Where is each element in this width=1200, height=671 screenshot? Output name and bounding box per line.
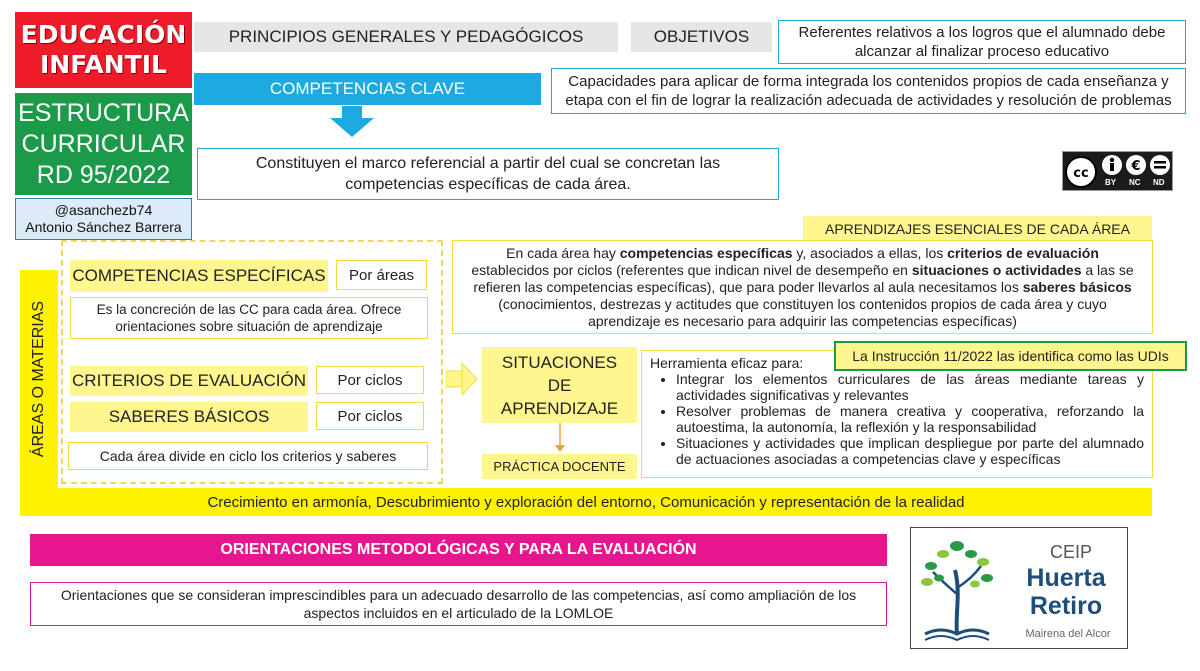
logo-ceip: CEIP (1049, 542, 1092, 562)
por-areas-box: Por áreas (336, 260, 427, 290)
aprendizajes-text-5: (conocimientos, destrezas y actitudes que constituyen los contenidos propios de cada área y cuyo aprendizaje es necesario para adquirir las competencias específicas) (498, 296, 1107, 329)
saberes-box: SABERES BÁSICOS (70, 402, 308, 432)
areas-vertical-label: ÁREAS O MATERIAS (30, 300, 47, 458)
areas-bottom-bar: Crecimiento en armonía, Descubrimiento y exploración del entorno, Comunicación y representación de la realidad (20, 488, 1152, 516)
situaciones-box (482, 347, 637, 423)
situaciones-line-1: SITUACIONES (501, 352, 618, 372)
aprendizajes-bold-2: criterios de evaluación (947, 245, 1099, 261)
comp-especificas-box: COMPETENCIAS ESPECÍFICAS (70, 260, 328, 292)
herramienta-item: • Situaciones y actividades que implican despliegue por parte del alumnado de actuaciones asociadas a competencias clave y específicas (676, 435, 1144, 467)
aprendizajes-text-1: En cada área hay (506, 245, 620, 261)
school-logo (910, 527, 1128, 649)
title-educacion-infantil (15, 12, 192, 88)
competencias-clave-box: COMPETENCIAS CLAVE (194, 73, 541, 105)
author-box (15, 198, 192, 240)
instruccion-box: La Instrucción 11/2022 las identifica como las UDIs (834, 341, 1187, 371)
ciclo-desc-box: Cada área divide en ciclo los criterios y saberes (68, 442, 428, 470)
marco-referencial-box: Constituyen el marco referencial a partir del cual se concretan las competencias específicas de cada área. (197, 148, 779, 200)
logo-mairena: Mairena del Alcor (1025, 628, 1111, 640)
svg-text:cc: cc (1073, 166, 1089, 181)
author-name: Antonio Sánchez Barrera (25, 219, 182, 235)
tree-book-icon (917, 534, 997, 642)
areas-vertical-label-wrap (20, 270, 58, 488)
cc-nc-label: NC (1129, 178, 1141, 187)
down-arrow-icon (330, 106, 374, 138)
por-ciclos-criterios: Por ciclos (316, 366, 424, 394)
herramienta-heading: Herramienta eficaz para: (650, 355, 804, 371)
aprendizajes-text-2: y, asociados a ellas, los (792, 245, 948, 261)
subtitle-estructura (15, 93, 192, 195)
title-line-2: INFANTIL (40, 50, 167, 79)
objetivos-box: OBJETIVOS (631, 22, 772, 52)
right-arrow-icon (446, 362, 478, 396)
small-down-arrow-icon (553, 423, 567, 453)
subtitle-line-3: RD 95/2022 (36, 160, 171, 189)
por-ciclos-saberes: Por ciclos (316, 402, 424, 430)
aprendizajes-text-3: establecidos por ciclos (referentes que indican nivel de desempeño en (471, 262, 912, 278)
criterios-box: CRITERIOS DE EVALUACIÓN (70, 366, 308, 396)
situaciones-line-2: DE (547, 375, 572, 395)
herramienta-list (650, 371, 1144, 467)
herramienta-item: • Resolver problemas de manera creativa y cooperativa, reforzando la autoestima, la autonomía, la reflexión y la responsabilidad (676, 403, 1144, 435)
aprendizajes-bold-4: saberes básicos (1022, 279, 1132, 295)
subtitle-line-2: CURRICULAR (21, 129, 186, 158)
comp-desc-box: Es la concreción de las CC para cada área. Ofrece orientaciones sobre situación de aprendizaje (70, 297, 428, 339)
aprendizajes-title: APRENDIZAJES ESENCIALES DE CADA ÁREA (803, 216, 1152, 242)
orientaciones-title: ORIENTACIONES METODOLÓGICAS Y PARA LA EVALUACIÓN (30, 534, 887, 566)
situaciones-line-3: APRENDIZAJE (500, 398, 619, 418)
aprendizajes-desc (452, 240, 1153, 334)
author-handle: @asanchezb74 (54, 202, 153, 218)
logo-huerta: Huerta (1026, 564, 1106, 592)
objetivos-desc: Referentes relativos a los logros que el alumnado debe alcanzar al finalizar proceso educativo (778, 20, 1186, 64)
aprendizajes-bold-1: competencias específicas (619, 245, 793, 261)
cc-license-icon (1062, 151, 1173, 191)
herramienta-item: • Integrar los elementos curriculares de las áreas mediante tareas y actividades significativas y relevantes (676, 371, 1144, 403)
principios-box: PRINCIPIOS GENERALES Y PEDAGÓGICOS (194, 22, 618, 52)
svg-text:€: € (1131, 159, 1141, 174)
aprendizajes-bold-3: situaciones o actividades (911, 262, 1082, 278)
logo-retiro: Retiro (1029, 592, 1103, 620)
cc-nd-label: ND (1153, 178, 1165, 187)
cc-by-label: BY (1105, 178, 1117, 187)
subtitle-line-1: ESTRUCTURA (18, 98, 189, 127)
aprendizajes-text-4: a las se refieren las competencias específicas), que para poder llevarlos al aula necesitamos los (473, 262, 1134, 295)
practica-docente-box: PRÁCTICA DOCENTE (482, 454, 637, 479)
competencias-clave-desc: Capacidades para aplicar de forma integrada los contenidos propios de cada enseñanza y etapa con el fin de lograr la realización adecuada de actividades y resolución de problemas (551, 68, 1186, 114)
title-line-1: EDUCACIÓN (20, 20, 187, 49)
orientaciones-desc: Orientaciones que se consideran imprescindibles para un adecuado desarrollo de las competencias, así como ampliación de los aspectos incluidos en el articulado de la LOMLOE (30, 582, 887, 626)
